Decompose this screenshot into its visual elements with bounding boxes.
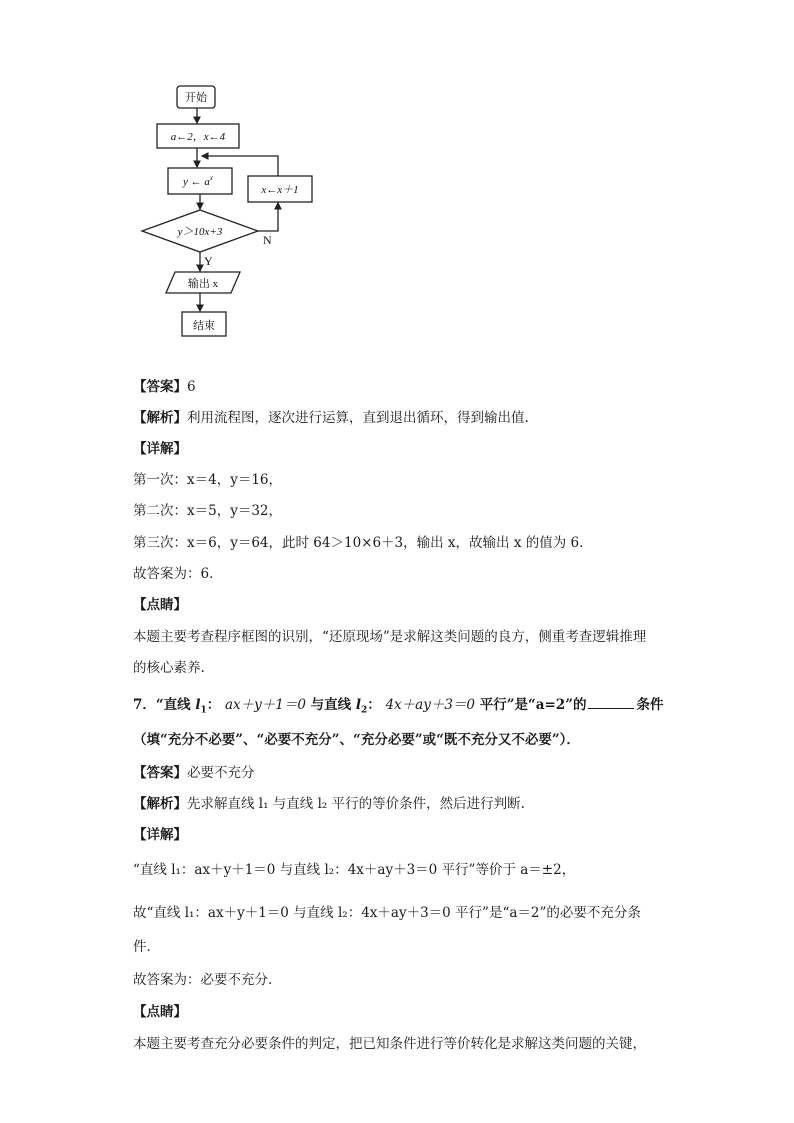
- q7-analysis-tag: 【解析】: [133, 796, 187, 812]
- q7-conclusion: 故答案为：必要不充分.: [133, 972, 273, 988]
- q7-stem-line1: [133, 694, 673, 721]
- flowchart-yes-label: Y: [204, 254, 213, 268]
- q7-l1-name: l: [195, 697, 201, 713]
- q7-detail-line2: 故“直线 l₁：ax＋y＋1＝0 与直线 l₂：4x＋ay＋3＝0 平行”是“a＝2”的必要不充分条: [133, 905, 641, 921]
- q7-comment-line1: 本题主要考查充分必要条件的判定，把已知条件进行等价转化是求解这类问题的关键，: [133, 1036, 646, 1052]
- q6-detail-tag: 【详解】: [133, 441, 187, 457]
- flowchart-increment-text: x←x＋1: [261, 184, 299, 196]
- q6-comment-line2: 的核心素养.: [133, 660, 205, 676]
- q6-conclusion: 故答案为：6．: [133, 566, 223, 582]
- flowchart-condition-text: y＞10x+3: [177, 226, 223, 238]
- flowchart-output-text: 输出 x: [187, 278, 219, 290]
- flowchart-start-text: 开始: [185, 92, 207, 104]
- q6-answer-tag: 【答案】: [133, 379, 187, 395]
- q7-stem-prefix: 7．“直线: [133, 697, 196, 713]
- q6-comment-tag: 【点睛】: [133, 597, 187, 613]
- flowchart-init-text: a←2，x←4: [170, 131, 226, 143]
- q7-analysis-text: 先求解直线 l₁ 与直线 l₂ 平行的等价条件，然后进行判断.: [187, 796, 525, 812]
- q7-comment-tag: 【点睛】: [133, 1004, 187, 1020]
- q7-colon-2: ：: [367, 697, 381, 713]
- q6-analysis-text: 利用流程图，逐次进行运算，直到退出循环，得到输出值.: [187, 410, 529, 426]
- q6-comment-line1: 本题主要考查程序框图的识别，“还原现场”是求解这类问题的良方，侧重考查逻辑推理: [133, 629, 647, 645]
- q6-step1: 第一次：x＝4，y＝16，: [133, 472, 283, 488]
- flowchart-end-text: 结束: [193, 320, 215, 332]
- q7-colon-1: ：: [206, 697, 221, 713]
- flowchart: [140, 80, 320, 342]
- q7-l1-sub: 1: [200, 705, 207, 716]
- q7-detail-line3: 件．: [133, 939, 160, 955]
- q7-l2-name: l: [355, 697, 361, 713]
- q7-answer-blank: [588, 694, 634, 709]
- q7-answer-value: 必要不充分: [187, 765, 255, 781]
- q7-answer-line: [133, 763, 673, 783]
- q7-eq2: 4x＋ay＋3＝0: [385, 697, 476, 713]
- q6-step2: 第二次：x＝5，y＝32，: [133, 503, 283, 519]
- q7-stem-end: 条件: [636, 697, 664, 713]
- q6-answer-value: 6: [187, 379, 196, 395]
- q7-stem-line2: （填“充分不必要”、“必要不充分”、“充分必要”或“既不充分又不必要”）．: [133, 732, 580, 748]
- flowchart-no-label: N: [263, 233, 272, 247]
- q6-step3: 第三次：x＝6，y＝64，此时 64＞10×6＋3，输出 x，故输出 x 的值为 6．: [133, 535, 593, 551]
- q7-l2-sub: 2: [360, 705, 368, 716]
- q7-detail-tag: 【详解】: [133, 827, 187, 843]
- q6-analysis-line: [133, 408, 673, 428]
- q7-detail-line1: “直线 l₁：ax＋y＋1＝0 与直线 l₂：4x＋ay＋3＝0 平行”等价于 a＝±2，: [133, 862, 576, 878]
- q7-eq1: ax＋y＋1＝0: [224, 697, 306, 713]
- q7-and: 与直线: [305, 697, 356, 713]
- q7-stem-mid: 平行”是“a=2”的: [475, 697, 587, 713]
- q7-analysis-line: [133, 794, 673, 814]
- flowchart-compute-text: y ← $a^x$: [183, 174, 213, 188]
- q6-answer-line: [133, 377, 673, 397]
- q6-analysis-tag: 【解析】: [133, 410, 187, 426]
- q7-answer-tag: 【答案】: [133, 765, 187, 781]
